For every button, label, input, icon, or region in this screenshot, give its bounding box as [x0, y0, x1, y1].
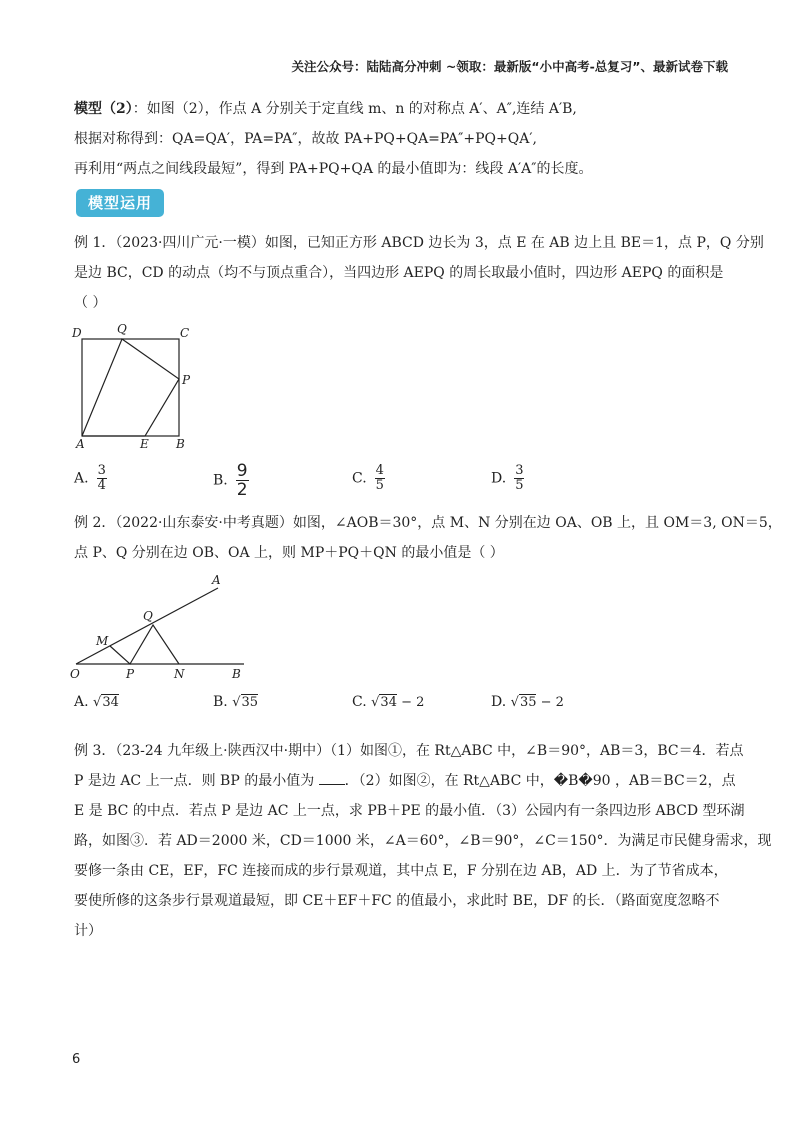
example-3-line-5: 要修一条由 CE，EF，FC 连接而成的步行景观道，其中点 E，F 分别在边 AB，AD 上．为了节省成本，: [74, 863, 728, 879]
example-1-option-c[interactable]: [352, 464, 385, 493]
option-letter: B.: [213, 694, 228, 710]
denominator: 5: [515, 478, 524, 493]
fraction: [236, 462, 249, 499]
page-header: 关注公众号：陆陆高分冲刺 ~领取：最新版“小中高考-总复习”、最新试卷下载: [291, 59, 728, 74]
label-N: N: [174, 667, 185, 681]
label-B: B: [232, 667, 241, 681]
example-2-option-b[interactable]: [213, 694, 258, 710]
angle-figure: [66, 570, 256, 685]
ray-oa: [76, 588, 218, 664]
fraction: [375, 464, 385, 493]
example-1-option-b[interactable]: [213, 462, 249, 499]
example-3-line-6: 要使所修的这条步行景观道最短，即 CE＋EF＋FC 的值最小，求此时 BE，DF 的长．（路面宽度忽略不: [74, 893, 720, 909]
label-E: E: [140, 437, 149, 451]
example-1-options: [74, 462, 734, 502]
suffix: − 2: [396, 695, 425, 710]
example-1-line-1: 例 1．（2023·四川广元·一模）如图，已知正方形 ABCD 边长为 3，点 E 在 AB 边上且 BE＝1，点 P，Q 分别: [74, 235, 764, 251]
label-Q: Q: [117, 322, 127, 336]
model-line-2: 根据对称得到：QA=QA′，PA=PA″，故故 PA+PQ+QA=PA″+PQ+QA′,: [74, 131, 537, 147]
example-3-line-2b: ．（2）如图②，在 Rt△ABC 中，�B�90 ，AB＝BC＝2，点: [344, 773, 736, 789]
fraction: [514, 464, 524, 493]
square-figure: [70, 322, 200, 452]
model-line-1-text: ：如图（2），作点 A 分别关于定直线 m、n 的对称点 A′、A″,连结 A′B,: [132, 101, 577, 117]
denominator: 2: [236, 480, 248, 500]
square-abcd: [82, 339, 179, 436]
example-2-option-c[interactable]: [352, 694, 424, 710]
suffix: − 2: [536, 695, 564, 710]
denominator: 5: [375, 478, 384, 493]
option-letter: B.: [213, 472, 228, 489]
model-title: 模型（2）: [74, 101, 133, 117]
option-letter: D.: [491, 470, 507, 487]
option-letter: A.: [74, 694, 89, 710]
radical: √35: [232, 695, 259, 710]
example-2-option-a[interactable]: [74, 694, 119, 710]
example-2-line-2: 点 P、Q 分别在边 OB、OA 上，则 MP＋PQ＋QN 的最小值是（ ）: [74, 545, 504, 561]
numerator: 4: [375, 463, 384, 478]
label-B: B: [176, 437, 185, 451]
radicand: 35: [241, 695, 259, 710]
denominator: 4: [97, 478, 106, 493]
example-3-line-2a: P 是边 AC 上一点．则 BP 的最小值为: [74, 773, 319, 789]
example-3-line-4: 路，如图③．若 AD＝2000 米，CD＝1000 米，∠A＝60°，∠B＝90°，∠C＝150°．为满足市民健身需求，现: [74, 833, 772, 849]
example-3-line-2: [74, 766, 734, 796]
label-P: P: [182, 373, 191, 387]
model-line-1: [74, 94, 728, 124]
option-letter: C.: [352, 470, 367, 487]
label-O: O: [70, 667, 80, 681]
example-2: [74, 508, 782, 568]
label-P: P: [126, 667, 135, 681]
example-1-line-3: （ ）: [74, 295, 107, 311]
model-application-badge: 模型运用: [76, 189, 164, 217]
option-letter: D.: [491, 694, 507, 710]
radical: √34 − 2: [371, 695, 425, 710]
label-C: C: [180, 326, 190, 340]
radicand: 34: [102, 695, 119, 710]
radical: √35 − 2: [510, 695, 564, 710]
example-3-line-7: 计）: [74, 923, 102, 939]
example-1: [74, 228, 764, 318]
radicand: 35: [519, 695, 537, 710]
example-3-line-3: E 是 BC 的中点．若点 P 是边 AC 上一点，求 PB＋PE 的最小值．（3）公园内有一条四边形 ABCD 型环湖: [74, 803, 745, 819]
label-M: M: [96, 634, 109, 648]
label-Q: Q: [143, 609, 153, 623]
fraction: [97, 464, 107, 493]
option-letter: A.: [74, 470, 89, 487]
numerator: 3: [515, 463, 524, 478]
example-1-option-d[interactable]: [491, 464, 524, 493]
numerator: 9: [236, 461, 248, 481]
model-line-3: 再利用“两点之间线段最短”，得到 PA+PQ+QA 的最小值即为：线段 A′A″的长度。: [74, 161, 593, 177]
example-3: [74, 736, 772, 946]
numerator: 3: [97, 463, 106, 478]
example-2-line-1: 例 2．（2022·山东泰安·中考真题）如图，∠AOB＝30°，点 M、N 分别在边 OA、OB 上，且 OM＝3, ON＝5，: [74, 515, 782, 531]
label-A: A: [76, 437, 85, 451]
radicand: 34: [380, 695, 397, 710]
example-2-options: [74, 694, 734, 724]
quadrilateral-aepq: [82, 339, 179, 436]
answer-blank[interactable]: [319, 772, 345, 785]
label-D: D: [72, 326, 82, 340]
example-1-line-2: 是边 BC，CD 的动点（均不与顶点重合），当四边形 AEPQ 的周长取最小值时，四边形 AEPQ 的面积是: [74, 265, 724, 281]
option-letter: C.: [352, 694, 367, 710]
example-3-line-1: 例 3．（23-24 九年级上·陕西汉中·期中）（1）如图①，在 Rt△ABC 中，∠B＝90°，AB＝3，BC＝4．若点: [74, 743, 744, 759]
example-2-option-d[interactable]: [491, 694, 564, 710]
radical: √34: [93, 695, 119, 710]
label-A: A: [212, 573, 221, 587]
page-number: 6: [72, 1052, 81, 1067]
example-1-option-a[interactable]: [74, 464, 107, 493]
path-mpqn: [110, 625, 179, 664]
